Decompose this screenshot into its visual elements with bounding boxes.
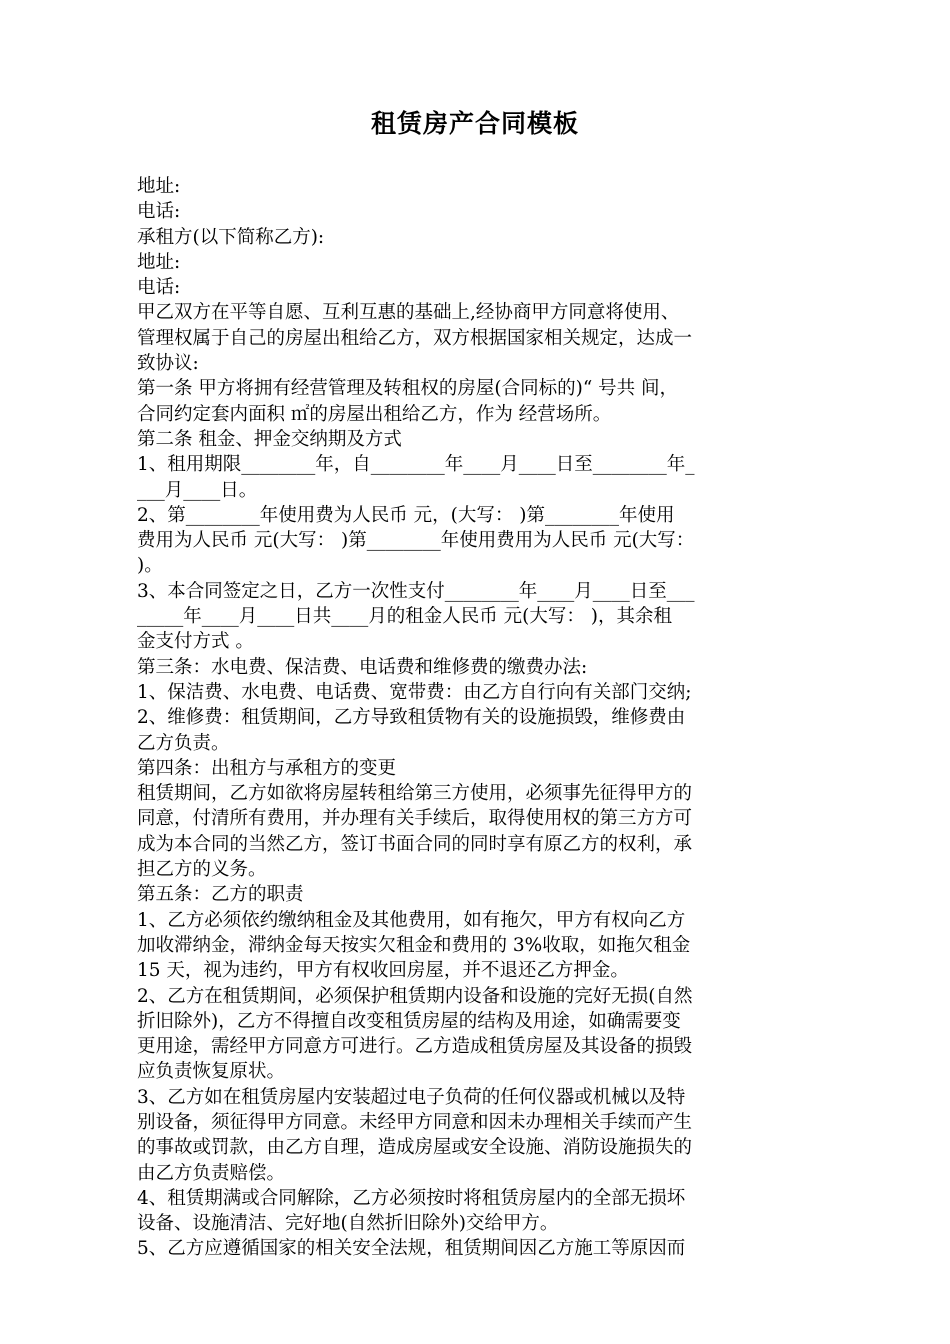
text-line: 同意，付清所有费用，并办理有关手续后，取得使用权的第三方方可	[137, 808, 693, 830]
text-line: 租赁期间，乙方如欲将房屋转租给第三方使用，必须事先征得甲方的	[137, 783, 693, 805]
text-line: 加收滞纳金，滞纳金每天按实欠租金和费用的 3%收取，如拖欠租金	[137, 934, 691, 956]
text-line: 致协议:	[137, 353, 199, 375]
text-line: 承租方(以下简称乙方):	[137, 226, 325, 248]
text-line: 的事故或罚款，由乙方自理，造成房屋或安全设施、消防设施损失的	[137, 1137, 693, 1159]
text-line: 3、本合同签定之日，乙方一次性支付________年____月____日至___	[137, 580, 695, 602]
text-line: 2、第________年使用费为人民币 元，(大写： )第________年使用	[137, 504, 675, 526]
text-line: 设备、设施清洁、完好地(自然折旧除外)交给甲方。	[137, 1213, 559, 1235]
text-line: 地址:	[137, 176, 181, 197]
text-line: 别设备，须征得甲方同意。未经甲方同意和因未办理相关手续而产生	[137, 1111, 693, 1133]
text-line: 4、租赁期满或合同解除，乙方必须按时将租赁房屋内的全部无损坏	[137, 1187, 686, 1209]
text-line: 地址:	[137, 251, 181, 273]
document-title: 租赁房产合同模板	[370, 109, 579, 138]
text-line: 1、保洁费、水电费、电话费、宽带费：由乙方自行向有关部门交纳;	[137, 681, 692, 703]
text-line: 由乙方负责赔偿。	[137, 1162, 286, 1184]
text-line: 2、乙方在租赁期间，必须保护租赁期内设备和设施的完好无损(自然	[137, 985, 693, 1007]
text-line: 2、维修费：租赁期间，乙方导致租赁物有关的设施损毁，维修费由	[137, 707, 686, 729]
text-line: 合同约定套内面积 ㎡的房屋出租给乙方，作为 经营场所。	[137, 403, 612, 425]
text-line: ___月____日。	[137, 479, 258, 501]
text-line: 折旧除外)，乙方不得擅自改变租赁房屋的结构及用途，如确需要变	[137, 1010, 681, 1032]
document-body	[137, 174, 817, 1262]
text-line: 第四条：出租方与承租方的变更	[137, 757, 397, 779]
text-line: 第五条：乙方的职责	[137, 884, 304, 906]
text-line: 第一条 甲方将拥有经营管理及转租权的房屋(合同标的)“ 号共 间，	[137, 378, 679, 400]
text-line: 更用途，需经甲方同意方可进行。乙方造成租赁房屋及其设备的损毁	[137, 1036, 693, 1058]
text-line: 应负责恢复原状。	[137, 1061, 286, 1083]
text-line: 1、乙方必须依约缴纳租金及其他费用，如有拖欠，甲方有权向乙方	[137, 909, 686, 931]
text-line: 15 天，视为违约，甲方有权收回房屋，并不退还乙方押金。	[137, 960, 629, 982]
text-line: )。	[137, 555, 163, 577]
text-line: 第二条 租金、押金交纳期及方式	[137, 428, 402, 450]
text-line: 电话:	[137, 201, 181, 223]
text-line: 甲乙双方在平等自愿、互利互惠的基础上,经协商甲方同意将使用、	[137, 302, 680, 324]
text-line: 担乙方的义务。	[137, 859, 267, 881]
text-line: 成为本合同的当然乙方，签订书面合同的同时享有原乙方的权利，承	[137, 833, 693, 855]
text-line: 1、租用期限________年，自________年____月____日至________年_	[137, 454, 695, 476]
text-line: 费用为人民币 元(大写： )第________年使用费用为人民币 元(大写：	[137, 530, 695, 552]
text-line: 管理权属于自己的房屋出租给乙方，双方根据国家相关规定，达成一	[137, 327, 693, 349]
text-line: 乙方负责。	[137, 732, 230, 754]
text-line: 金支付方式 。	[137, 631, 254, 653]
text-line: 第三条：水电费、保洁费、电话费和维修费的缴费办法:	[137, 656, 588, 678]
text-line: 5、乙方应遵循国家的相关安全法规，租赁期间因乙方施工等原因而	[137, 1238, 686, 1260]
text-line: 3、乙方如在租赁房屋内安装超过电子负荷的任何仪器或机械以及特	[137, 1086, 686, 1108]
text-line: _____年____月____日共____月的租金人民币 元(大写： )，其余租	[137, 606, 672, 628]
text-line: 电话:	[137, 277, 181, 299]
